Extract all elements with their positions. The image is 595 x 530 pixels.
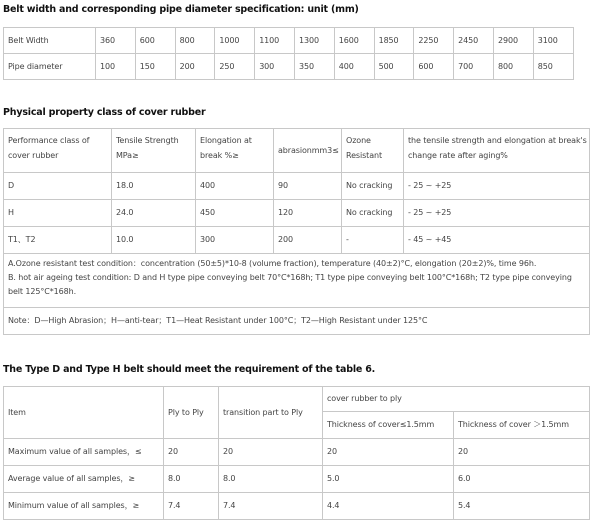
belt-width-value: 3100	[533, 28, 573, 54]
table-cell: 8.0	[219, 466, 323, 493]
belt-width-value: 800	[175, 28, 215, 54]
pipe-diameter-value: 600	[414, 54, 454, 80]
pipe-diameter-value: 500	[374, 54, 414, 80]
table-row	[4, 466, 590, 493]
header-cover-group: cover rubber to ply	[323, 387, 590, 412]
table-cell: 400	[196, 173, 274, 200]
adhesion-header-row	[4, 387, 590, 412]
table-cell: T1、T2	[4, 227, 112, 254]
belt-width-value: 1850	[374, 28, 414, 54]
table-cell: Maximum value of all samples，≤	[4, 439, 164, 466]
table-cell: - 25 ~ +25	[404, 200, 590, 227]
header-ply-to-ply: Ply to Ply	[164, 387, 219, 439]
belt-width-value: 2450	[454, 28, 494, 54]
pipe-diameter-value: 350	[294, 54, 334, 80]
table-cell: 5.4	[454, 493, 590, 520]
table-cell: 6.0	[454, 466, 590, 493]
table-cell: 120	[274, 200, 342, 227]
belt-width-label: Belt Width	[4, 28, 96, 54]
table-cell: Average value of all samples，≥	[4, 466, 164, 493]
pipe-diameter-value: 300	[255, 54, 295, 80]
header-ozone: Ozone Resistant	[342, 129, 404, 173]
cover-rubber-heading: Physical property class of cover rubber	[3, 107, 206, 118]
note-row	[4, 308, 590, 335]
table-row	[4, 439, 590, 466]
condition-a-text: A.Ozone resistant test condition：concentration (50±5)*10-8 (volume fraction), temperature (40±2)°C, elongation (20±2)%, time 96h.	[8, 259, 537, 268]
table-cell: 90	[274, 173, 342, 200]
header-tensile-strength: Tensile Strength MPa≥	[112, 129, 196, 173]
table-cell: 20	[454, 439, 590, 466]
header-cover-thin: Thickness of cover≤1.5mm	[323, 412, 454, 439]
belt-width-value: 1300	[294, 28, 334, 54]
table-row	[4, 173, 590, 200]
header-aging-change: the tensile strength and elongation at break's change rate after aging%	[404, 129, 590, 173]
table-cell: 24.0	[112, 200, 196, 227]
pipe-diameter-value: 700	[454, 54, 494, 80]
table-cell: 4.4	[323, 493, 454, 520]
table-cell: 7.4	[219, 493, 323, 520]
belt-width-value: 360	[96, 28, 136, 54]
table-cell: 7.4	[164, 493, 219, 520]
table-cell: - 25 ~ +25	[404, 173, 590, 200]
table-cell: - 45 ~ +45	[404, 227, 590, 254]
table-cell: 8.0	[164, 466, 219, 493]
note-text: Note：D—High Abrasion；H—anti-tear；T1—Heat Resistant under 100°C；T2—High Resistant under 125°C	[4, 308, 590, 335]
table6-heading: The Type D and Type H belt should meet the requirement of the table 6.	[3, 364, 376, 375]
table-row	[4, 200, 590, 227]
pipe-diameter-value: 800	[493, 54, 533, 80]
belt-width-heading: Belt width and corresponding pipe diameter specification: unit (mm)	[3, 4, 359, 15]
table-cell: 450	[196, 200, 274, 227]
table-cell: 20	[323, 439, 454, 466]
pipe-diameter-value: 200	[175, 54, 215, 80]
belt-width-row	[4, 28, 574, 54]
pipe-diameter-value: 850	[533, 54, 573, 80]
table-row	[4, 227, 590, 254]
pipe-diameter-row	[4, 54, 574, 80]
header-transition: transition part to Ply	[219, 387, 323, 439]
header-item: Item	[4, 387, 164, 439]
belt-width-value: 1000	[215, 28, 255, 54]
belt-width-table	[3, 27, 574, 80]
table-cell: 20	[164, 439, 219, 466]
table-cell: 200	[274, 227, 342, 254]
pipe-diameter-value: 400	[334, 54, 374, 80]
header-performance-class: Performance class of cover rubber	[4, 129, 112, 173]
header-elongation: Elongation at break %≥	[196, 129, 274, 173]
belt-width-value: 600	[135, 28, 175, 54]
condition-b-text: B. hot air ageing test condition: D and H type pipe conveying belt 70°C*168h; T1 type pipe conveying belt 100°C*168h; T2 type pipe conveying belt 125°C*168h.	[8, 273, 572, 296]
test-conditions-cell	[4, 254, 590, 308]
belt-width-value: 1600	[334, 28, 374, 54]
table-cell: 10.0	[112, 227, 196, 254]
belt-width-value: 2250	[414, 28, 454, 54]
table-cell: No cracking	[342, 173, 404, 200]
test-conditions-row	[4, 254, 590, 308]
belt-width-value: 2900	[493, 28, 533, 54]
cover-rubber-header-row	[4, 129, 590, 173]
pipe-diameter-value: 250	[215, 54, 255, 80]
pipe-diameter-value: 150	[135, 54, 175, 80]
table-cell: 300	[196, 227, 274, 254]
belt-width-value: 1100	[255, 28, 295, 54]
table-cell: 5.0	[323, 466, 454, 493]
header-cover-thick: Thickness of cover ＞1.5mm	[454, 412, 590, 439]
table-cell: 20	[219, 439, 323, 466]
table-cell: H	[4, 200, 112, 227]
table-cell: -	[342, 227, 404, 254]
table-cell: No cracking	[342, 200, 404, 227]
table-cell: Minimum value of all samples，≥	[4, 493, 164, 520]
pipe-diameter-value: 100	[96, 54, 136, 80]
adhesion-table	[3, 386, 590, 520]
pipe-diameter-label: Pipe diameter	[4, 54, 96, 80]
table-cell: D	[4, 173, 112, 200]
cover-rubber-table	[3, 128, 590, 335]
header-abrasion: abrasionmm3≤	[274, 129, 342, 173]
table-row	[4, 493, 590, 520]
table-cell: 18.0	[112, 173, 196, 200]
